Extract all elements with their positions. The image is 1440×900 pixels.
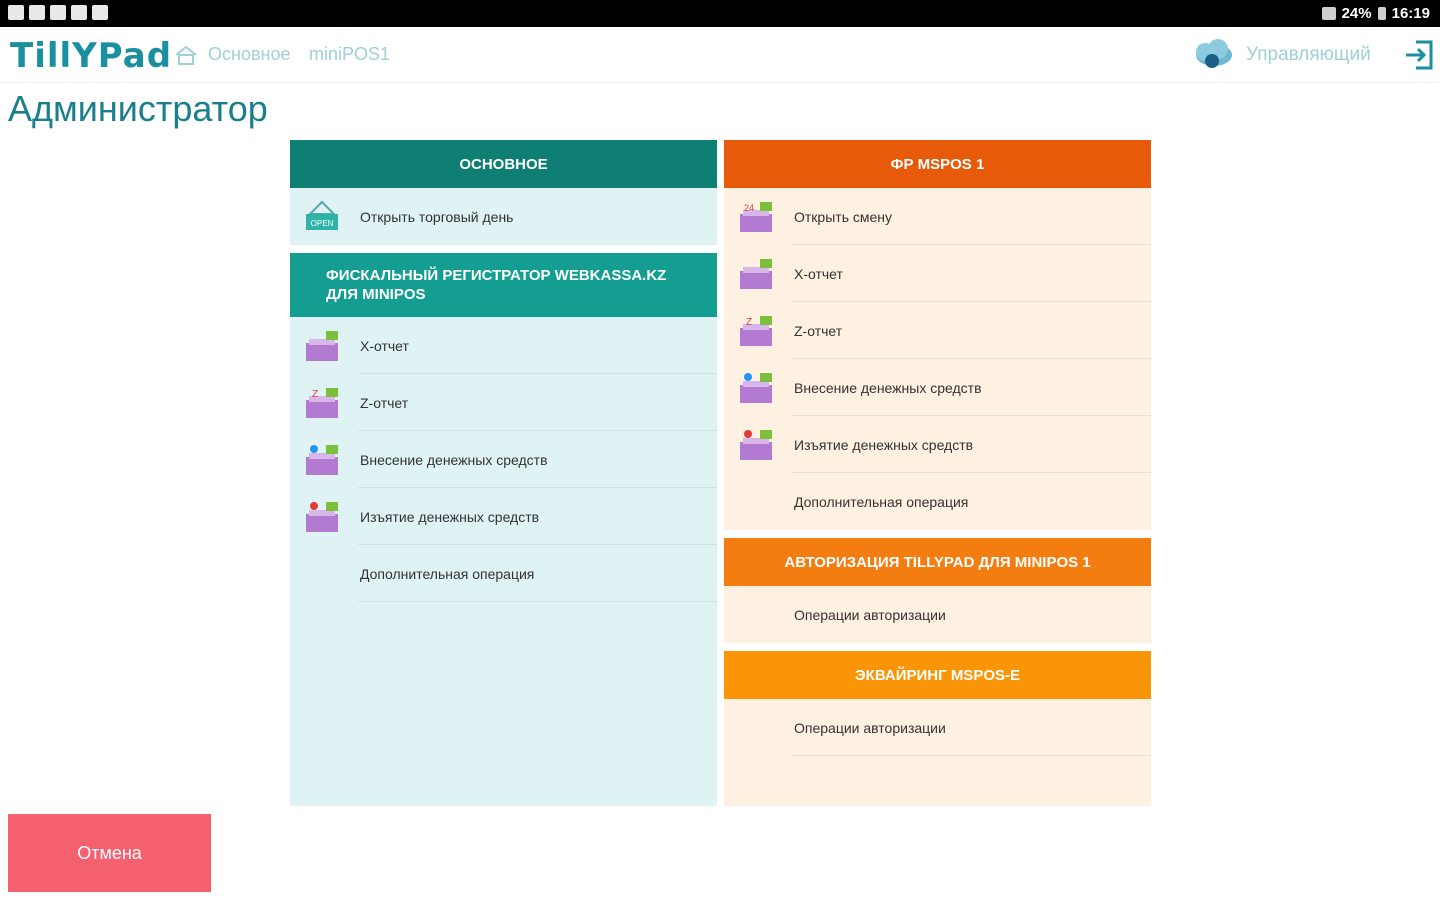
- notification-icons: [8, 5, 108, 20]
- right-cash-in-item[interactable]: [724, 359, 1151, 416]
- item-label: Дополнительная операция: [794, 493, 969, 510]
- svg-text:Z: Z: [312, 389, 319, 400]
- item-label: Операции авторизации: [794, 606, 946, 623]
- authorization-operations-item[interactable]: [724, 586, 1151, 643]
- open-trading-day-item[interactable]: [290, 188, 717, 245]
- page-title: Администратор: [8, 88, 268, 129]
- battery-level: 24%: [1341, 5, 1372, 22]
- section-header-mspos: ФР MSPOS 1: [724, 140, 1151, 188]
- x-report-icon: [738, 257, 774, 291]
- x-report-icon: [304, 329, 340, 363]
- z-report-icon: [304, 386, 340, 420]
- item-label: Изъятие денежных средств: [360, 508, 540, 525]
- breadcrumb-main[interactable]: Основное: [208, 44, 291, 64]
- right-panel: [724, 140, 1151, 806]
- right-z-report-item[interactable]: [724, 302, 1151, 359]
- section-header-acquiring: ЭКВАЙРИНГ MSPOS-E: [724, 651, 1151, 699]
- logout-icon[interactable]: [1404, 39, 1434, 71]
- item-label: Внесение денежных средств: [360, 451, 548, 468]
- section-header-authorization: АВТОРИЗАЦИЯ TILLYPAD ДЛЯ MINIPOS 1: [724, 538, 1151, 586]
- acquiring-operations-item[interactable]: [724, 699, 1151, 756]
- open-shift-icon: [738, 200, 774, 234]
- left-x-report-item[interactable]: [290, 317, 717, 374]
- notification-icon: [71, 5, 87, 20]
- item-label: Внесение денежных средств: [794, 379, 982, 396]
- cash-in-icon: [304, 443, 340, 477]
- divider: [724, 530, 1151, 538]
- notification-icon: [50, 5, 66, 20]
- svg-text:24: 24: [744, 203, 755, 213]
- item-label: Операции авторизации: [794, 719, 946, 736]
- current-user[interactable]: Управляющий: [1246, 44, 1371, 65]
- breadcrumb-minipos[interactable]: miniPOS1: [309, 44, 391, 64]
- item-label: Изъятие денежных средств: [794, 436, 974, 453]
- left-cash-out-item[interactable]: [290, 488, 717, 545]
- item-label: X-отчет: [794, 265, 843, 282]
- svg-text:OPEN: OPEN: [310, 219, 334, 228]
- right-x-report-item[interactable]: [724, 245, 1151, 302]
- home-icon[interactable]: [174, 44, 198, 66]
- z-report-icon: [738, 314, 774, 348]
- clock: 16:19: [1391, 5, 1430, 22]
- wifi-icon: [1322, 7, 1336, 20]
- cash-out-icon: [304, 500, 340, 534]
- left-cash-in-item[interactable]: [290, 431, 717, 488]
- notification-icon: [92, 5, 108, 20]
- open-sign-icon: [304, 200, 340, 234]
- notification-icon: [8, 5, 24, 20]
- divider: [724, 643, 1151, 651]
- svg-text:Z: Z: [746, 317, 753, 328]
- cash-in-icon: [738, 371, 774, 405]
- divider: [290, 245, 717, 253]
- item-label: Открыть торговый день: [360, 208, 514, 225]
- item-label: Z-отчет: [794, 322, 843, 339]
- left-extra-operation-item[interactable]: [290, 545, 717, 602]
- section-header-webkassa: ФИСКАЛЬНЫЙ РЕГИСТРАТОР WEBKASSA.KZ ДЛЯ MINIPOS: [290, 253, 717, 317]
- cash-out-icon: [738, 428, 774, 462]
- notification-icon: [29, 5, 45, 20]
- open-shift-item[interactable]: [724, 188, 1151, 245]
- right-cash-out-item[interactable]: [724, 416, 1151, 473]
- app-header: [0, 27, 1440, 83]
- battery-icon: [1378, 7, 1386, 20]
- cancel-button[interactable]: Отмена: [8, 814, 211, 892]
- item-label: X-отчет: [360, 337, 409, 354]
- section-header-main: ОСНОВНОЕ: [290, 140, 717, 188]
- status-bar: [0, 0, 1440, 27]
- item-label: Дополнительная операция: [360, 565, 535, 582]
- left-z-report-item[interactable]: [290, 374, 717, 431]
- item-label: Z-отчет: [360, 394, 409, 411]
- left-panel: [290, 140, 717, 806]
- tillypad-logo: TillYPad: [10, 36, 173, 76]
- cloud-sync-icon[interactable]: [1190, 37, 1236, 73]
- right-extra-operation-item[interactable]: [724, 473, 1151, 530]
- item-label: Открыть смену: [794, 208, 893, 225]
